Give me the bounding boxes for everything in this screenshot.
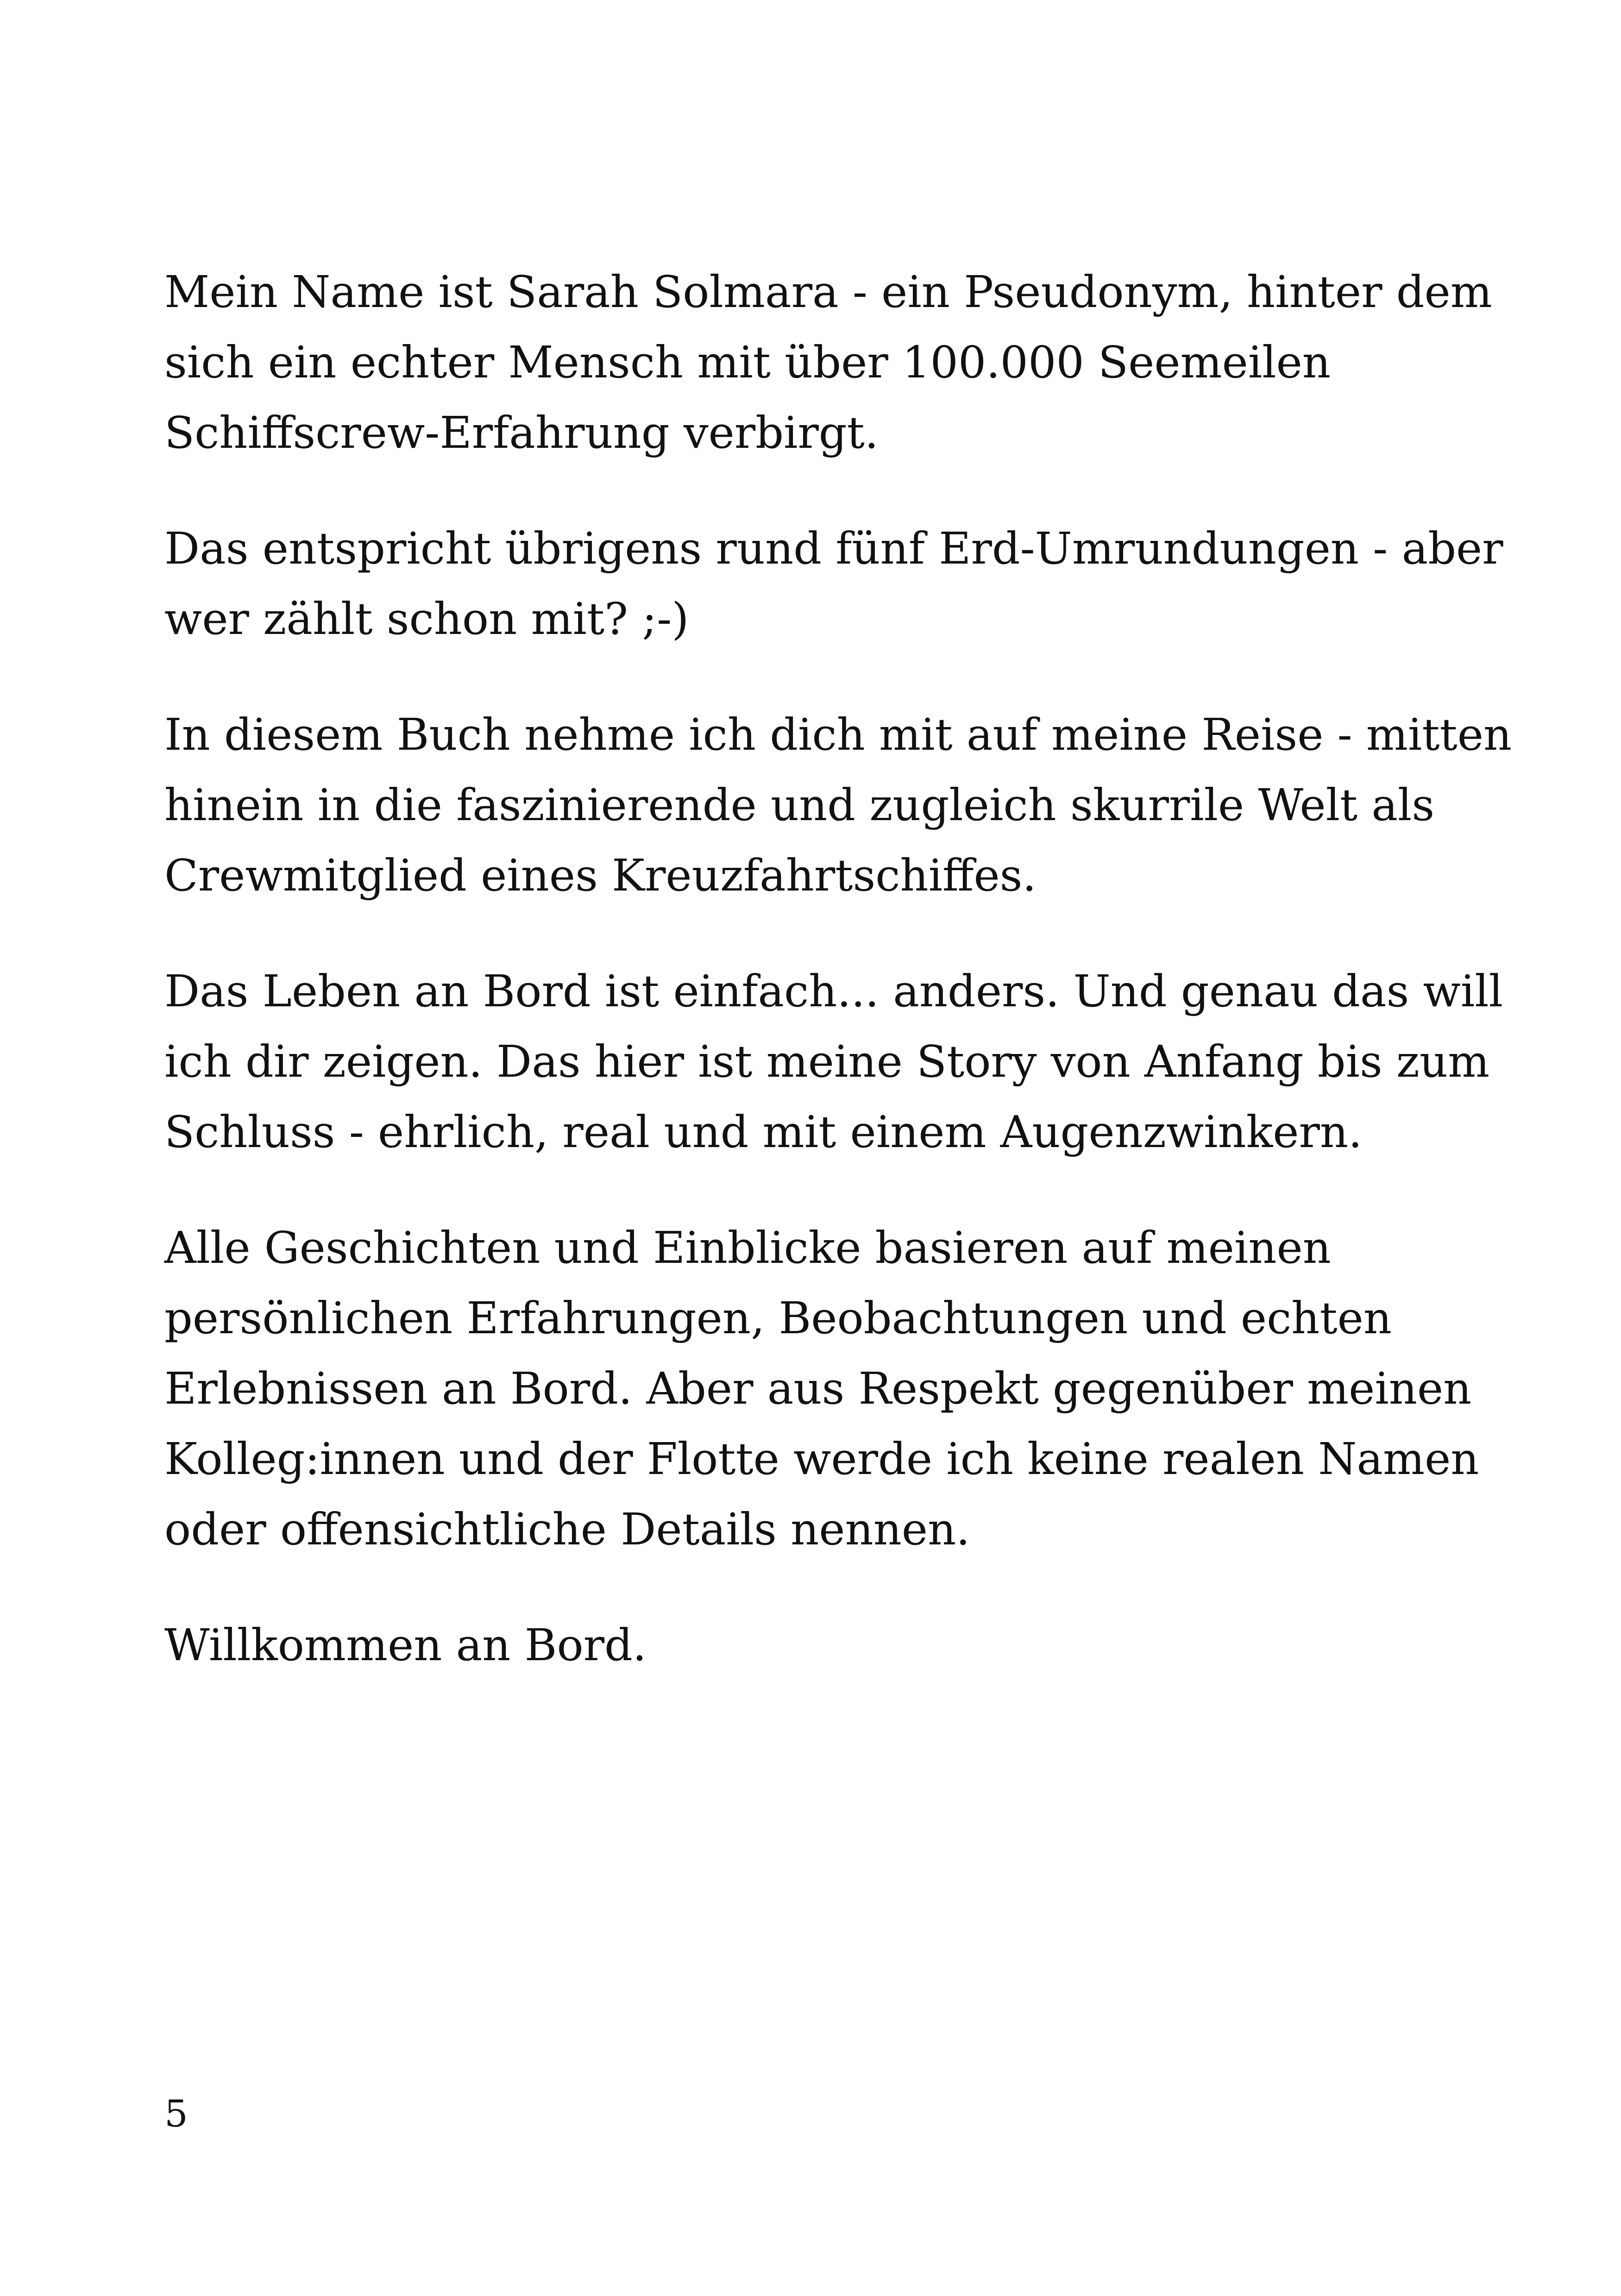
paragraph-line: persönlichen Erfahrungen, Beobachtungen und echten — [164, 1293, 1392, 1344]
paragraph-line: sich ein echter Mensch mit über 100.000 Seemeilen — [164, 337, 1331, 388]
paragraph-line: Das Leben an Bord ist einfach... anders. Und genau das will — [164, 966, 1503, 1017]
paragraph-line: Alle Geschichten und Einblicke basieren auf meinen — [164, 1223, 1331, 1273]
paragraph-line: Willkommen an Bord. — [164, 1620, 647, 1671]
paragraph-1 — [164, 257, 1492, 468]
paragraph-line: Schluss - ehrlich, real und mit einem Augenzwinkern. — [164, 1107, 1363, 1158]
paragraph-line: oder offensichtliche Details nennen. — [164, 1504, 970, 1555]
paragraph-line: wer zählt schon mit? ;-) — [164, 594, 689, 645]
body-text — [164, 257, 1512, 1726]
paragraph-line: ich dir zeigen. Das hier ist meine Story von Anfang bis zum — [164, 1036, 1490, 1087]
paragraph-line: Kolleg:innen und der Flotte werde ich keine realen Namen — [164, 1434, 1479, 1485]
paragraph-line: Schiffscrew-Erfahrung verbirgt. — [164, 408, 879, 458]
paragraph-line: Das entspricht übrigens rund fünf Erd-Umrundungen - aber — [164, 523, 1503, 574]
paragraph-3 — [164, 700, 1512, 911]
paragraph-2 — [164, 514, 1503, 654]
paragraph-line: In diesem Buch nehme ich dich mit auf meine Reise - mitten — [164, 709, 1512, 760]
paragraph-line: hinein in die faszinierende und zugleich skurrile Welt als — [164, 780, 1435, 831]
page-number: 5 — [164, 2092, 188, 2135]
paragraph-6 — [164, 1610, 1461, 1681]
paragraph-5 — [164, 1213, 1479, 1565]
paragraph-line: Mein Name ist Sarah Solmara - ein Pseudonym, hinter dem — [164, 267, 1492, 318]
paragraph-4 — [164, 956, 1503, 1167]
paragraph-line: Erlebnissen an Bord. Aber aus Respekt gegenüber meinen — [164, 1363, 1472, 1414]
paragraph-line: Crewmitglied eines Kreuzfahrtschiffes. — [164, 850, 1037, 901]
